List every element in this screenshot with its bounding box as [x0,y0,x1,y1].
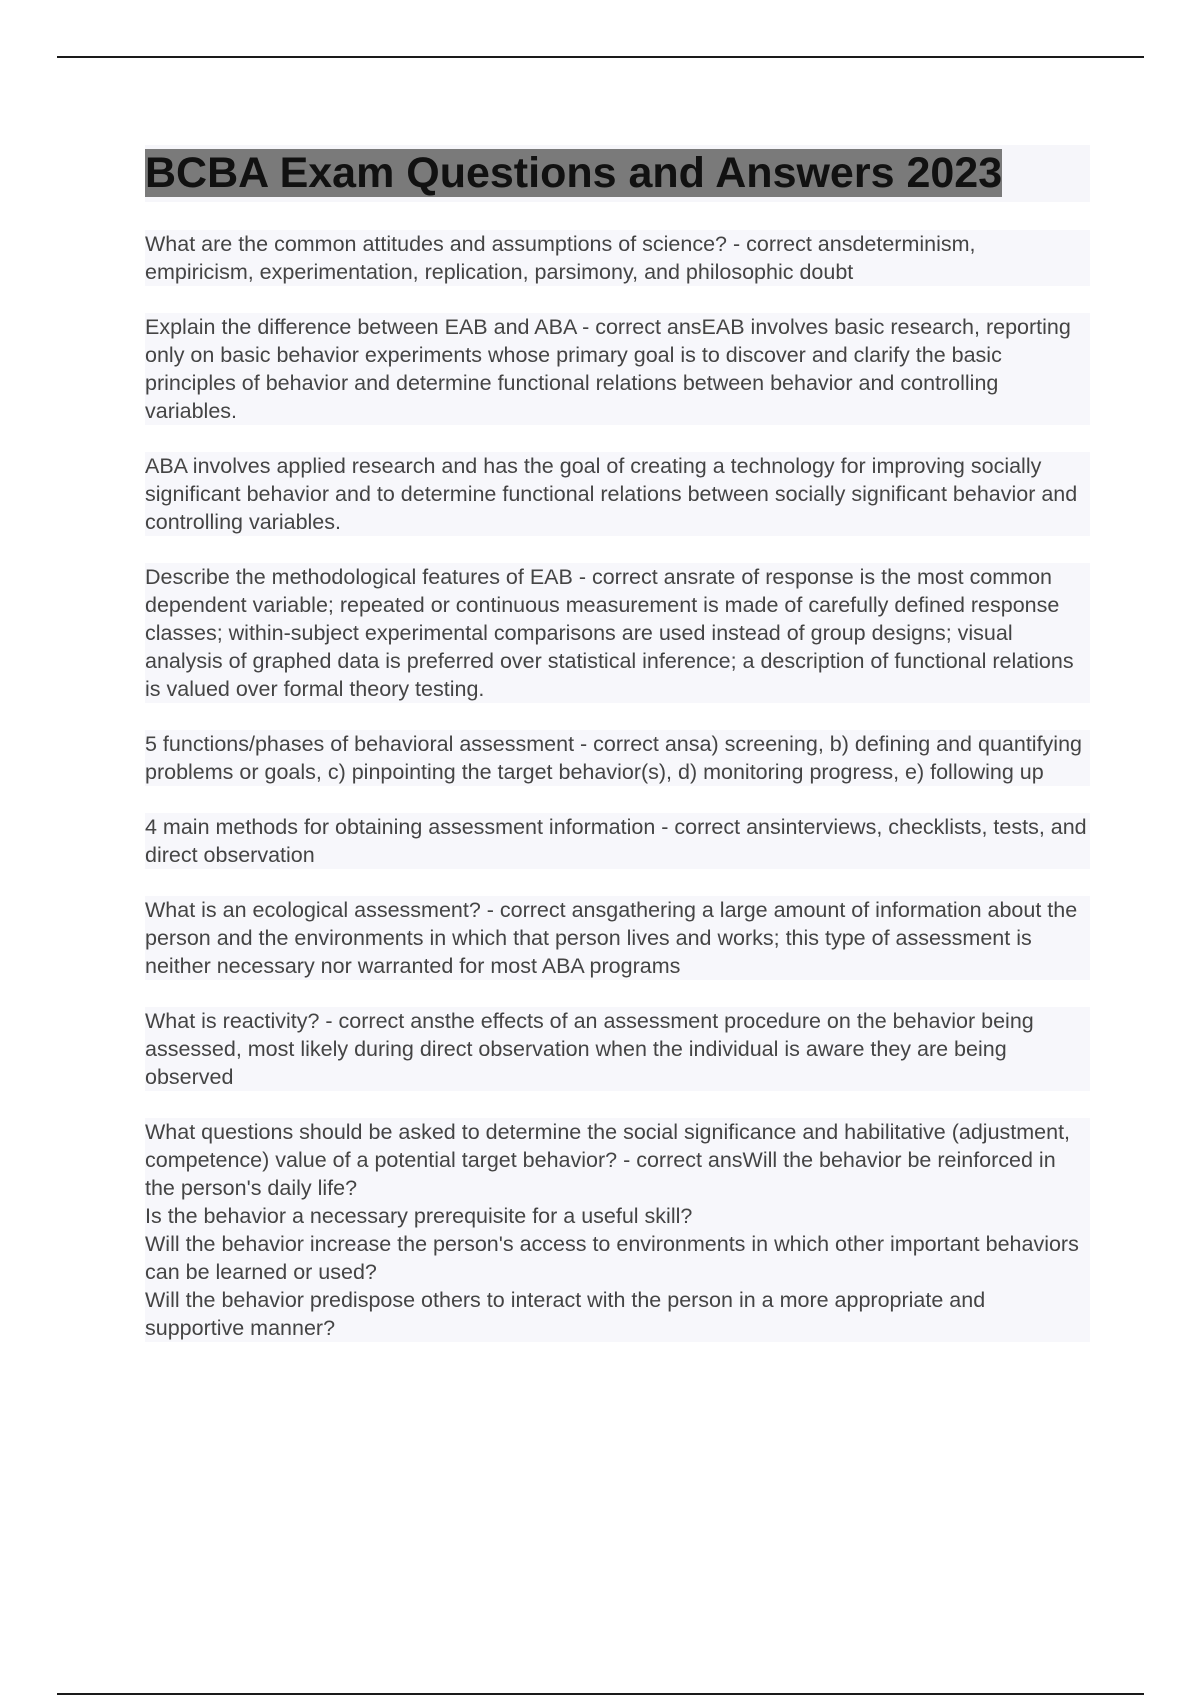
qa-item: What is an ecological assessment? - correct ansgathering a large amount of information about the person and the environments in which that person lives and works; this type of assessment is neither necessary nor warranted for most ABA programs [145,896,1090,980]
header-rule [57,56,1144,58]
qa-item: Explain the difference between EAB and ABA - correct ansEAB involves basic research, reporting only on basic behavior experiments whose primary goal is to discover and clarify the basic principles of behavior and determine functional relations between behavior and controlling variables. [145,313,1090,425]
qa-item: Describe the methodological features of EAB - correct ansrate of response is the most common dependent variable; repeated or continuous measurement is made of carefully defined response classes; within-subject experimental comparisons are used instead of group designs; visual analysis of graphed data is preferred over statistical inference; a description of functional relations is valued over formal theory testing. [145,563,1090,703]
page-title-text: BCBA Exam Questions and Answers 2023 [145,149,1003,197]
qa-item: 4 main methods for obtaining assessment information - correct ansinterviews, checklists, tests, and direct observation [145,813,1090,869]
qa-item: 5 functions/phases of behavioral assessment - correct ansa) screening, b) defining and quantifying problems or goals, c) pinpointing the target behavior(s), d) monitoring progress, e) following up [145,730,1090,786]
qa-item: What questions should be asked to determine the social significance and habilitative (adjustment, competence) value of a potential target behavior? - correct ansWill the behavior be reinforced in the person's daily life? Is the behavior a necessary prerequisite for a useful skill? Will the behavior increase the person's access to environments in which other important behaviors can be learned or used? Will the behavior predispose others to interact with the person in a more appropriate and supportive manner? [145,1118,1090,1342]
title-block [145,145,1090,202]
page-title [145,145,1090,202]
document-body [145,145,1090,1369]
qa-item: What is reactivity? - correct ansthe effects of an assessment procedure on the behavior being assessed, most likely during direct observation when the individual is aware they are being observed [145,1007,1090,1091]
qa-item: ABA involves applied research and has the goal of creating a technology for improving socially significant behavior and to determine functional relations between socially significant behavior and controlling variables. [145,452,1090,536]
footer-rule [57,1693,1144,1695]
qa-item: What are the common attitudes and assumptions of science? - correct ansdeterminism, empiricism, experimentation, replication, parsimony, and philosophic doubt [145,230,1090,286]
